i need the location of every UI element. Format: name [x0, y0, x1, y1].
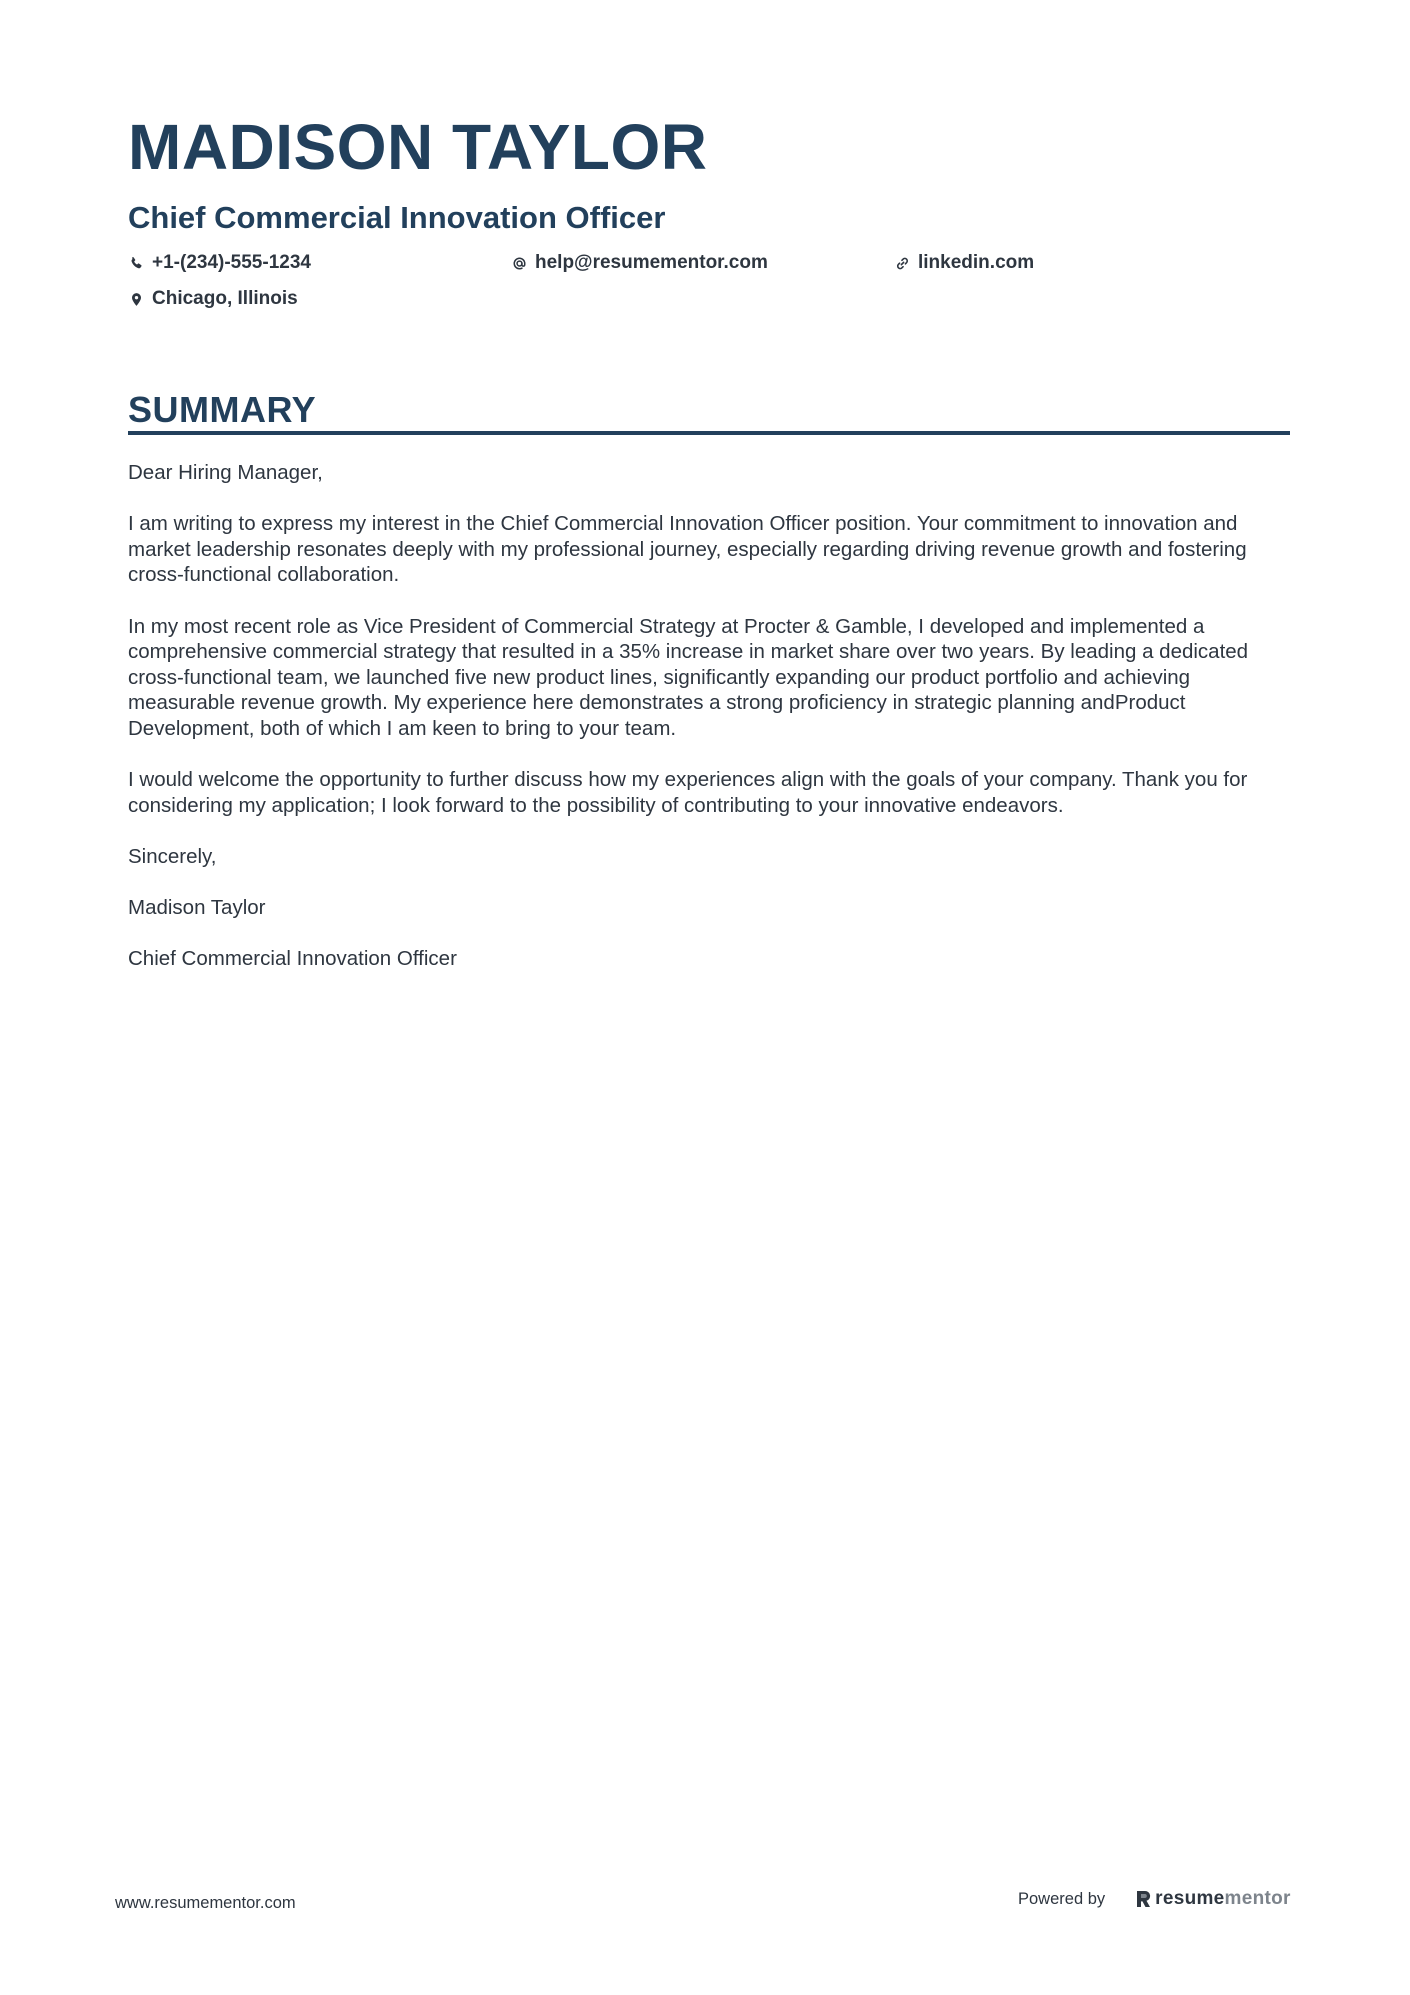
- contact-email[interactable]: [511, 252, 768, 274]
- letter-paragraph-2: In my most recent role as Vice President of Commercial Strategy at Procter & Gamble, I developed and implemented a comprehensive commercial strategy that resulted in a 35% increase in market share over two years. By leading a dedicated cross-functional team, we launched five new product lines, significantly expanding our product portfolio and achieving measurable revenue growth. My experience here demonstrates a strong proficiency in strategic planning andProduct Development, both of which I am keen to bring to your team.: [128, 614, 1249, 740]
- candidate-title: Chief Commercial Innovation Officer: [128, 200, 666, 235]
- signature-name: Madison Taylor: [128, 896, 266, 920]
- letter-closing: Sincerely,: [128, 844, 217, 868]
- at-icon: [511, 255, 527, 271]
- section-title-summary: SUMMARY: [128, 389, 317, 430]
- link-icon: [894, 255, 910, 271]
- phone-text: +1-(234)-555-1234: [152, 252, 311, 273]
- linkedin-text: linkedin.com: [918, 252, 1035, 273]
- signature-title: Chief Commercial Innovation Officer: [128, 947, 457, 971]
- brand-name-part2: mentor: [1224, 1888, 1291, 1909]
- footer-website-link[interactable]: www.resumementor.com: [115, 1894, 296, 1912]
- brand-logo[interactable]: [1135, 1888, 1291, 1910]
- brand-logo-icon: [1135, 1889, 1151, 1909]
- letter-body: [128, 460, 1298, 997]
- contact-linkedin[interactable]: [894, 252, 1034, 274]
- section-divider: [128, 431, 1290, 435]
- email-text: help@resumementor.com: [535, 252, 768, 273]
- letter-paragraph-1: I am writing to express my interest in the Chief Commercial Innovation Officer position. Your commitment to innovation and market leadership resonates deeply with my professional journey, especially regarding driving revenue growth and fostering cross-functional collaboration.: [128, 512, 1247, 587]
- contact-info: [128, 246, 1288, 326]
- location-pin-icon: [128, 291, 144, 307]
- phone-icon: [128, 255, 144, 271]
- letter-greeting: Dear Hiring Manager,: [128, 461, 323, 484]
- candidate-name: MADISON TAYLOR: [128, 111, 708, 183]
- contact-location: [128, 288, 298, 310]
- brand-name-part1: resume: [1155, 1888, 1225, 1909]
- location-text: Chicago, Illinois: [152, 288, 298, 309]
- contact-phone[interactable]: [128, 252, 311, 274]
- footer-branding: [1018, 1888, 1291, 1910]
- powered-by-label: Powered by: [1018, 1889, 1106, 1908]
- header: [128, 108, 1288, 326]
- letter-paragraph-3: I would welcome the opportunity to further discuss how my experiences align with the goals of your company. Thank you for considering my application; I look forward to the possibility of contributing to your innovative endeavors.: [128, 768, 1248, 817]
